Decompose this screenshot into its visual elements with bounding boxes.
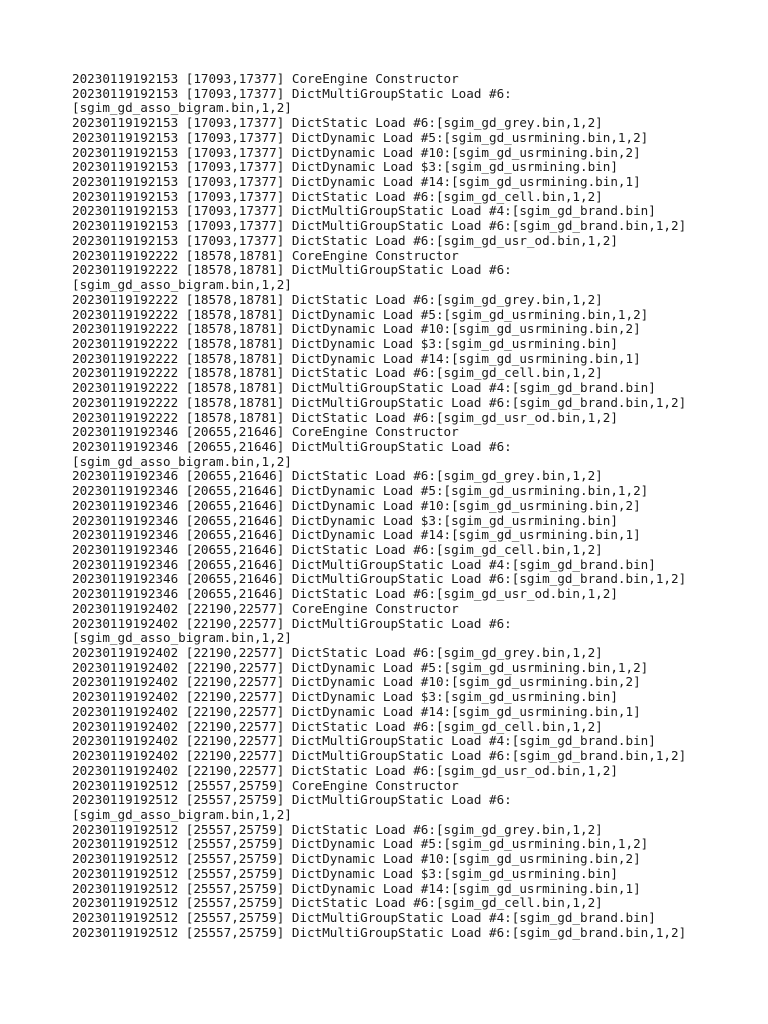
log-line: 20230119192153 [17093,17377] DictDynamic Load #10:[sgim_gd_usrmining.bin,2]	[72, 144, 641, 160]
log-line: 20230119192222 [18578,18781] DictStatic Load #6:[sgim_gd_grey.bin,1,2]	[72, 291, 603, 307]
log-line: 20230119192346 [20655,21646] DictDynamic Load $3:[sgim_gd_usrmining.bin]	[72, 512, 618, 528]
log-line: 20230119192402 [22190,22577] DictMultiGroupStatic Load #4:[sgim_gd_brand.bin]	[72, 733, 656, 749]
log-line: 20230119192512 [25557,25759] DictDynamic Load #14:[sgim_gd_usrmining.bin,1]	[72, 880, 641, 896]
log-line: 20230119192222 [18578,18781] DictStatic Load #6:[sgim_gd_cell.bin,1,2]	[72, 365, 603, 381]
log-line: 20230119192153 [17093,17377] DictDynamic Load #5:[sgim_gd_usrmining.bin,1,2]	[72, 129, 649, 145]
log-line: 20230119192346 [20655,21646] CoreEngine Constructor	[72, 424, 459, 440]
log-line: 20230119192402 [22190,22577] DictDynamic Load #5:[sgim_gd_usrmining.bin,1,2]	[72, 659, 649, 675]
log-line: 20230119192512 [25557,25759] DictMultiGroupStatic Load #4:[sgim_gd_brand.bin]	[72, 909, 656, 925]
log-line: 20230119192346 [20655,21646] DictMultiGroupStatic Load #4:[sgim_gd_brand.bin]	[72, 556, 656, 572]
log-line: 20230119192153 [17093,17377] DictStatic Load #6:[sgim_gd_usr_od.bin,1,2]	[72, 232, 618, 248]
log-line: 20230119192512 [25557,25759] DictDynamic Load $3:[sgim_gd_usrmining.bin]	[72, 865, 618, 881]
log-line: 20230119192402 [22190,22577] CoreEngine Constructor	[72, 600, 459, 616]
log-line: 20230119192222 [18578,18781] DictMultiGroupStatic Load #6:[sgim_gd_brand.bin,1,2]	[72, 394, 687, 410]
log-line: 20230119192222 [18578,18781] DictDynamic Load #10:[sgim_gd_usrmining.bin,2]	[72, 321, 641, 337]
log-line: 20230119192222 [18578,18781] DictDynamic Load $3:[sgim_gd_usrmining.bin]	[72, 335, 618, 351]
log-line: 20230119192402 [22190,22577] DictStatic Load #6:[sgim_gd_cell.bin,1,2]	[72, 718, 603, 734]
log-text-block	[72, 72, 696, 940]
log-line: 20230119192512 [25557,25759] DictMultiGroupStatic Load #6:	[72, 792, 512, 808]
log-line: 20230119192222 [18578,18781] DictDynamic Load #5:[sgim_gd_usrmining.bin,1,2]	[72, 306, 649, 322]
log-line: 20230119192346 [20655,21646] DictMultiGroupStatic Load #6:[sgim_gd_brand.bin,1,2]	[72, 571, 687, 587]
log-line: [sgim_gd_asso_bigram.bin,1,2]	[72, 100, 292, 116]
log-line: 20230119192512 [25557,25759] CoreEngine Constructor	[72, 777, 459, 793]
log-line: [sgim_gd_asso_bigram.bin,1,2]	[72, 806, 292, 822]
log-line: 20230119192346 [20655,21646] DictStatic Load #6:[sgim_gd_usr_od.bin,1,2]	[72, 586, 618, 602]
log-line: [sgim_gd_asso_bigram.bin,1,2]	[72, 453, 292, 469]
log-line: 20230119192512 [25557,25759] DictStatic Load #6:[sgim_gd_grey.bin,1,2]	[72, 821, 603, 837]
log-line: 20230119192346 [20655,21646] DictStatic Load #6:[sgim_gd_cell.bin,1,2]	[72, 542, 603, 557]
document-page	[72, 72, 696, 940]
log-line: 20230119192346 [20655,21646] DictDynamic Load #14:[sgim_gd_usrmining.bin,1]	[72, 527, 641, 543]
log-line: 20230119192222 [18578,18781] DictStatic Load #6:[sgim_gd_usr_od.bin,1,2]	[72, 409, 618, 425]
log-line: 20230119192153 [17093,17377] DictDynamic Load $3:[sgim_gd_usrmining.bin]	[72, 159, 618, 175]
log-line: 20230119192346 [20655,21646] DictDynamic Load #10:[sgim_gd_usrmining.bin,2]	[72, 497, 641, 513]
log-line: 20230119192402 [22190,22577] DictMultiGroupStatic Load #6:	[72, 615, 512, 631]
log-line: 20230119192402 [22190,22577] DictDynamic Load $3:[sgim_gd_usrmining.bin]	[72, 689, 618, 705]
log-line: 20230119192222 [18578,18781] DictMultiGroupStatic Load #6:	[72, 262, 512, 278]
log-line: [sgim_gd_asso_bigram.bin,1,2]	[72, 630, 292, 646]
log-line: 20230119192346 [20655,21646] DictDynamic Load #5:[sgim_gd_usrmining.bin,1,2]	[72, 483, 649, 499]
log-line: 20230119192153 [17093,17377] DictStatic Load #6:[sgim_gd_cell.bin,1,2]	[72, 188, 603, 204]
log-line: 20230119192346 [20655,21646] DictStatic Load #6:[sgim_gd_grey.bin,1,2]	[72, 468, 603, 484]
log-line: 20230119192402 [22190,22577] DictMultiGroupStatic Load #6:[sgim_gd_brand.bin,1,2]	[72, 748, 687, 764]
log-line: 20230119192402 [22190,22577] DictStatic Load #6:[sgim_gd_usr_od.bin,1,2]	[72, 762, 618, 778]
log-line: 20230119192153 [17093,17377] DictMultiGroupStatic Load #6:	[72, 85, 512, 101]
log-line: 20230119192512 [25557,25759] DictDynamic Load #10:[sgim_gd_usrmining.bin,2]	[72, 851, 641, 867]
log-line: 20230119192512 [25557,25759] DictDynamic Load #5:[sgim_gd_usrmining.bin,1,2]	[72, 836, 649, 852]
log-line: 20230119192512 [25557,25759] DictStatic Load #6:[sgim_gd_cell.bin,1,2]	[72, 895, 603, 911]
log-line: 20230119192222 [18578,18781] DictDynamic Load #14:[sgim_gd_usrmining.bin,1]	[72, 350, 641, 366]
log-line: 20230119192402 [22190,22577] DictDynamic Load #10:[sgim_gd_usrmining.bin,2]	[72, 674, 641, 690]
log-line: 20230119192346 [20655,21646] DictMultiGroupStatic Load #6:	[72, 438, 512, 454]
log-line: [sgim_gd_asso_bigram.bin,1,2]	[72, 277, 292, 293]
log-line: 20230119192402 [22190,22577] DictStatic Load #6:[sgim_gd_grey.bin,1,2]	[72, 645, 603, 661]
log-line: 20230119192153 [17093,17377] DictDynamic Load #14:[sgim_gd_usrmining.bin,1]	[72, 174, 641, 190]
log-line: 20230119192222 [18578,18781] CoreEngine Constructor	[72, 247, 459, 263]
log-line: 20230119192153 [17093,17377] CoreEngine Constructor	[72, 71, 459, 86]
log-line: 20230119192512 [25557,25759] DictMultiGroupStatic Load #6:[sgim_gd_brand.bin,1,2]	[72, 924, 687, 940]
log-line: 20230119192153 [17093,17377] DictMultiGroupStatic Load #6:[sgim_gd_brand.bin,1,2]	[72, 218, 687, 234]
log-line: 20230119192402 [22190,22577] DictDynamic Load #14:[sgim_gd_usrmining.bin,1]	[72, 703, 641, 719]
log-line: 20230119192222 [18578,18781] DictMultiGroupStatic Load #4:[sgim_gd_brand.bin]	[72, 380, 656, 396]
log-line: 20230119192153 [17093,17377] DictStatic Load #6:[sgim_gd_grey.bin,1,2]	[72, 115, 603, 131]
log-line: 20230119192153 [17093,17377] DictMultiGroupStatic Load #4:[sgim_gd_brand.bin]	[72, 203, 656, 219]
